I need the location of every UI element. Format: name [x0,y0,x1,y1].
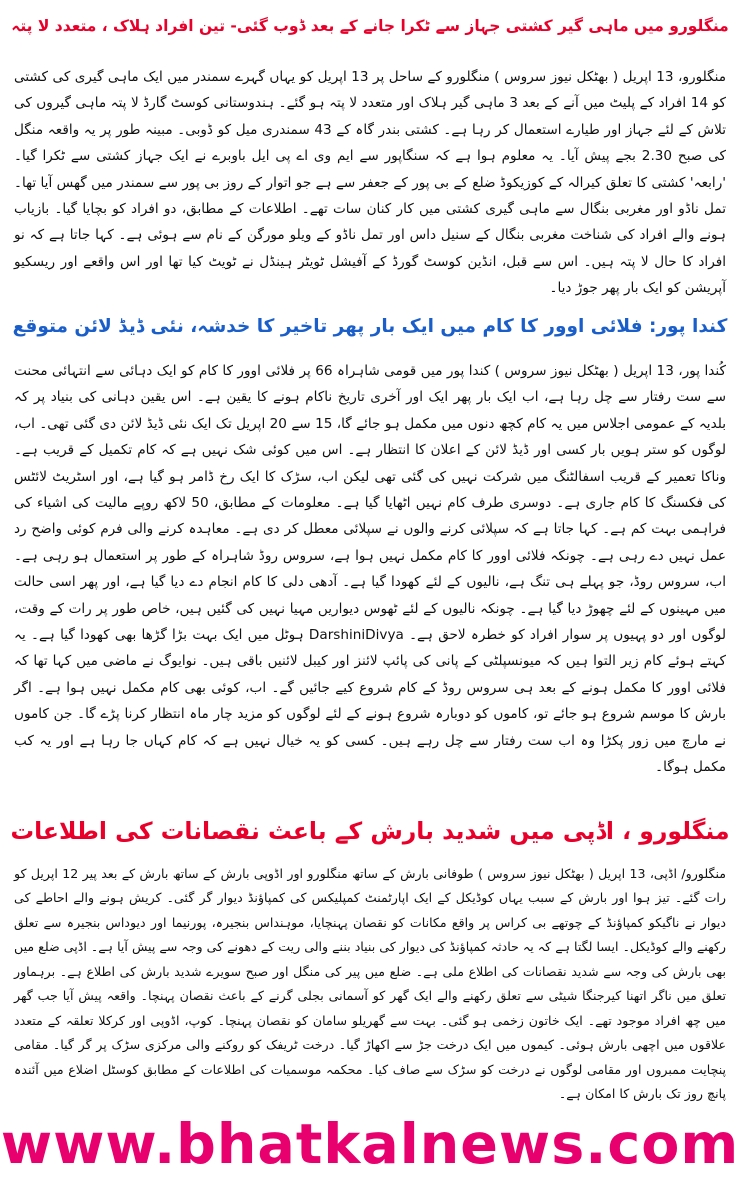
article-body-flyover-delay: کُندا پور، 13 اپریل ( بھٹکل نیوز سروس ) کندا پور میں قومی شاہراہ 66 پر فلائی اوور کا کام کو ایک دہائی سے انتہائی محنت سے ست رفتار سے چل رہا ہے، اب ایک بار پھر ایک اور آخری تاریخ ناکام ہونے کا یقین ہے۔ اس یقین دہانی کی بنیاد پر کہ بلدیہ کے عمومی اجلاس میں یہ کام کچھ دنوں میں مکمل ہو جائے گا، 15 سے 20 اپریل تک ایک نئی ڈیڈ لائن دی گئی تھی۔ اب، لوگوں کو ستر ہویں بار کسی اور ڈیڈ لائن کے اعلان کا انتظار ہے۔ اس میں کوئی شک نہیں ہے کہ کام تکمیل کے قریب ہے۔ وناکا تعمیر کے قریب اسفالٹنگ میں شرکت نہیں کی گئی تھی لیکن اب، سڑک کا ایک رخ ڈامر ہو گیا ہے، اور اسٹریٹ لائٹس کی فکسنگ کا کام جاری ہے۔ دوسری طرف کام نہیں اٹھایا گیا ہے۔ معلومات کے مطابق، 50 لاکھ روپے مالیت کی اشیاء کی فراہمی بہت کم ہے۔ کہا جاتا ہے کہ سپلائی کرنے والوں نے سپلائی معطل کر دی ہے۔ معاہدہ کرنے والی فرم کوئی واضح رد عمل نہیں دے رہی ہے۔ چونکہ فلائی اوور کا کام مکمل نہیں ہوا ہے، سروس روڈ شاہراہ کے طور پر استعمال ہو رہی ہے۔ اب، سروس روڈ، جو پہلے ہی تنگ ہے، نالیوں کے لئے کھودا گیا ہے۔ آدھی دلی کا کام انجام دے دیا گیا ہے، اور پھر اسی حالت میں مہینوں کے لئے چھوڑ دیا گیا ہے۔ چونکہ نالیوں کے لئے ٹھوس دیواریں مہیا نہیں کی گئیں ہیں، خاص طور پر رات کے وقت، لوگوں اور دو پہیوں پر سوار افراد کو خطرہ لاحق ہے۔ DarshiniDivya ہوٹل میں ایک بہت بڑا گڑھا بھی کھودا گیا ہے۔ یہ کہتے ہوئے کام زیر التوا ہیں کہ میونسپلٹی کے پانی کی پائپ لائنز اور کیبل لائنیں باقی ہیں۔ نوایوگ نے ماضی میں کہا تھا کہ فلائی اوور کا مکمل ہونے کے بعد ہی سروس روڈ کے کام شروع کیے جائیں گے۔ اب، کوئی بھی کام مکمل نہیں ہوا ہے۔ اگر بارش کا موسم شروع ہو جائے تو، کاموں کو دوبارہ شروع ہونے کے لئے لوگوں کو مزید چار ماہ انتظار کرنا پڑے گا۔ جن کاموں نے مارچ میں زور پکڑا وہ اب ست رفتار سے چل رہے ہیں۔ کسی کو یہ خیال نہیں ہے کہ کام کہاں جا رہا ہے اور یہ کب مکمل ہوگا۔ [14,363,726,776]
website-footer-link[interactable]: www.bhatkalnews.com [0,1112,740,1177]
headline-flyover-delay: کندا پور: فلائی اوور کا کام میں ایک بار پھر تاخیر کا خدشہ، نئی ڈیڈ لائن متوقع [12,316,728,337]
article-body-heavy-rain: منگلورو/ اڈپی، 13 اپریل ( بھٹکل نیوز سروس ) طوفانی بارش کے ساتھ منگلورو اور اڈوپی بارش کے ساتھ بارش کے بعد پیر 12 اپریل کو رات گئے۔ تیز ہوا اور بارش کے سبب یہاں کوڈیکل کے ایک اپارٹمنٹ کمپلیکس کی کمپاؤنڈ دیوار گر گئی۔ کریش ہونے والے احاطے کی دیوار نے ناگیکو کمپاؤنڈ کے چوتھے بی کراس پر واقع مکانات کو نقصان پہنچایا، موہنداس بنجیرہ، پورنیما اور دیوداس بنجیرہ سے تعلق رکھنے والے کوڈیکل۔ ایسا لگتا ہے کہ یہ حادثہ کمپاؤنڈ کی دیوار کی بنیاد بننے والی ریت کے دھونے کی وجہ سے پیش آیا ہے۔ اڈپی ضلع میں بھی بارش کی وجہ سے شدید نقصانات کی اطلاع ملی ہے۔ ضلع میں پیر کی منگل اور صبح سویرے شدید بارش کی اطلاع ہے۔ برہماور تعلق میں ناگر اتھنا کیرجنگا شیٹی سے تعلق رکھنے والے ایک گھر کو آسمانی بجلی گرنے کے باعث نقصان پہنچا۔ واقعہ پیش آیا جب گھر میں چھ افراد موجود تھے۔ ایک خاتون زخمی ہو گئی۔ بہت سے گھریلو سامان کو نقصان پہنچا۔ کوپ، اڈوپی اور کرکلا تعلقہ کے متعدد علاقوں میں اچھی بارش ہوئی۔ کیموں میں ایک درخت جڑ سے اکھاڑ گیا۔ درخت ٹریفک کو روکنے والی مرکزی سڑک پر گر گیا۔ مقامی پنچایت ممبروں اور مقامی لوگوں نے درخت کو سڑک سے صاف کیا۔ محکمہ موسمیات کی اطلاعات کے مطابق کوسٹل اضلاع میں آئندہ پانچ روز تک بارش کا امکان ہے۔ [14,866,726,1102]
article-body-boat-capsize: منگلورو، 13 اپریل ( بھٹکل نیوز سروس ) منگلورو کے ساحل پر 13 اپریل کو یہاں گہرے سمندر میں ایک ماہی گیری کی کشتی کو 14 افراد کے پلیٹ میں آنے کے بعد 3 ماہی گیر ہلاک اور متعدد لا پتہ ہو گئے۔ ہندوستانی کوسٹ گارڈ لا پتہ ماہی گیروں کی تلاش کے لئے جہاز اور طیارے استعمال کر رہا ہے۔ کشتی بندر گاہ کے 43 سمندری میل کو ڈوبی۔ مبینہ طور پر یہ واقعہ منگل کی صبح 2.30 بجے پیش آیا۔ یہ معلوم ہوا ہے کہ سنگاپور سے ایم وی اے پی ایل باوبرے نے ایک جہاز کشتی سے ٹکرا گیا۔ 'رابعہ' کشتی کا تعلق کیرالہ کے کوزیکوڈ ضلع کے بی پور کے جعفر سے ہے جو اتوار کے روز بی پور سے سمندر میں گھس آیا تھا۔ تمل ناڈو اور مغربی بنگال سے ماہی گیری کشتی میں کار کنان سات تھے۔ اطلاعات کے مطابق، دو افراد کو بچایا گیا۔ بازیاب ہونے والے افراد کی شناخت مغربی بنگال کے سنیل داس اور تمل ناڈو کے ویلو مورگن کے نام سے ہوئی ہے۔ کہا جاتا ہے کہ نو افراد کا حال لا پتہ ہیں۔ اس سے قبل، انڈین کوسٹ گورڈ کے آفیشل ٹویٹر ہینڈل نے ٹویٹ کیا تھا اور اس واقعے اور ریسکیو آپریشن کو ایک بار پھر جوڑ دیا۔ [14,69,727,297]
headline-boat-capsize: منگلورو میں ماہی گیر کشتی جہاز سے ٹکرا جانے کے بعد ڈوب گئی- تین افراد ہلاک ، متعدد لا پتہ [11,17,729,35]
headline-heavy-rain: منگلورو ، اڈپی میں شدید بارش کے باعث نقصانات کی اطلاعات [10,817,730,845]
